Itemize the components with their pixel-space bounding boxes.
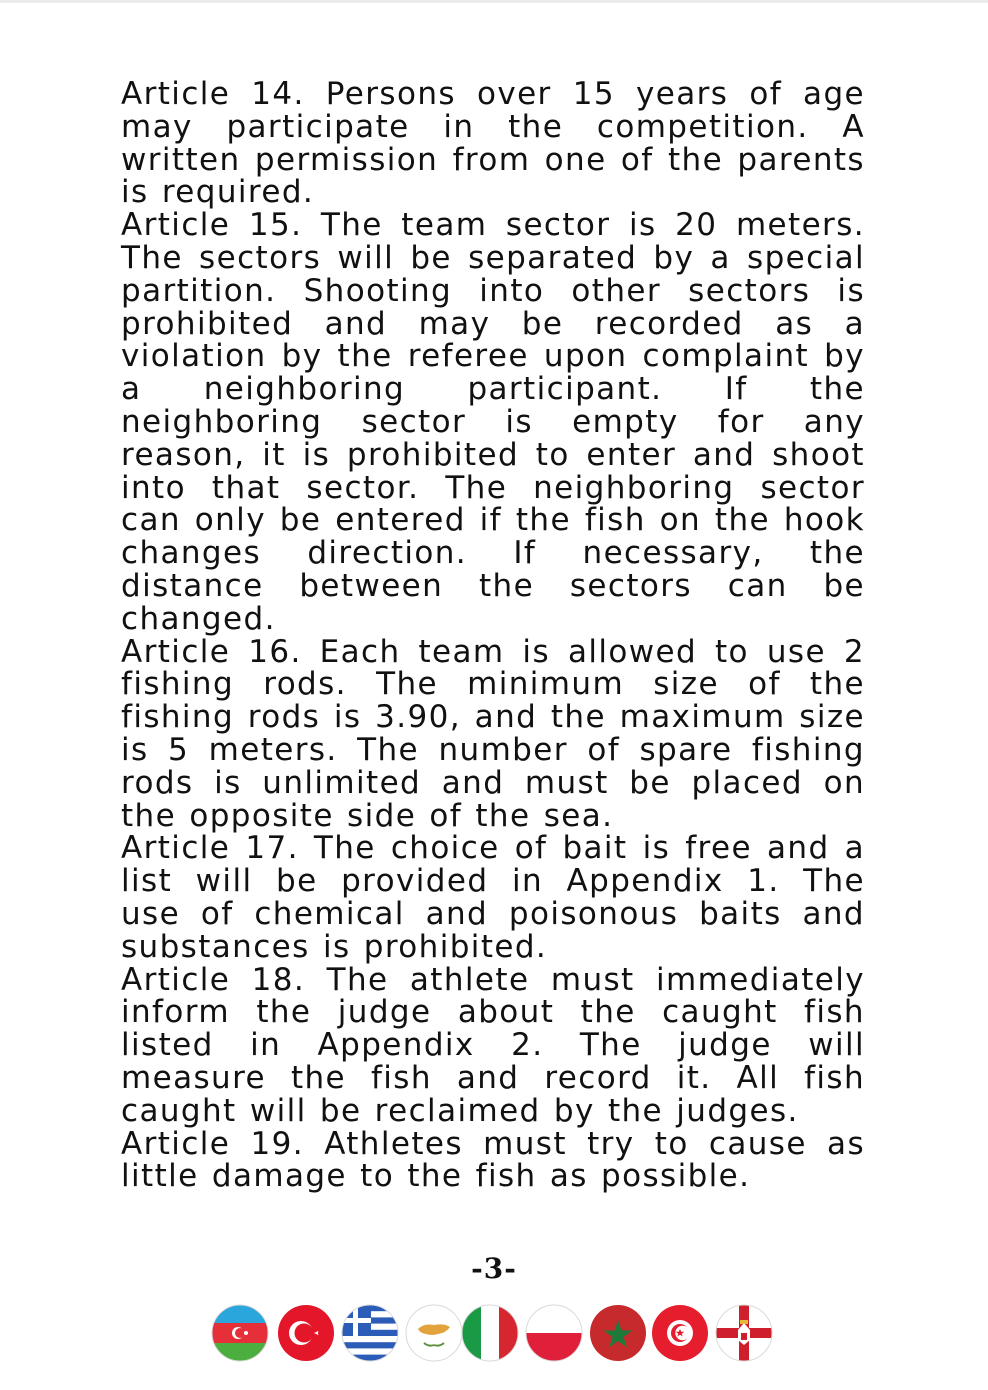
azerbaijan-flag-icon (210, 1303, 270, 1363)
northern-ireland-flag-icon (714, 1303, 774, 1363)
flag-row (210, 1303, 780, 1367)
cyprus-flag-icon (404, 1303, 464, 1363)
top-divider (0, 0, 988, 3)
article-15: Article 15. The team sector is 20 meters. The sectors will be separated by a special partition. Shooting into other sectors is prohibited and may be recorded as a violation by the referee upon complaint by a neighboring participant. If the neighboring sector is empty for any reason, it is prohibited to enter and shoot into that sector. The neighboring sector can only be entered if the fish on the hook changes direction. If necessary, the distance between the sectors can be changed. (121, 207, 865, 637)
tunisia-flag-icon (650, 1303, 710, 1363)
article-16: Article 16. Each team is allowed to use 2 fishing rods. The minimum size of the fishing rods is 3.90, and the maximum size is 5 meters. The number of spare fishing rods is unlimited and must be placed on the opposite side of the sea. (121, 633, 865, 834)
morocco-flag-icon (588, 1303, 648, 1363)
turkey-flag-icon (276, 1303, 336, 1363)
article-19: Article 19. Athletes must try to cause as little damage to the fish as possible. (121, 1125, 865, 1195)
article-18: Article 18. The athlete must immediately inform the judge about the caught fish listed in Appendix 2. The judge will measure the fish and record it. All fish caught will be reclaimed by the judges. (121, 961, 865, 1129)
greece-flag-icon (340, 1303, 400, 1363)
article-17: Article 17. The choice of bait is free and a list will be provided in Appendix 1. The use of chemical and poisonous baits and substances is prohibited. (121, 830, 865, 965)
italy-flag-icon (460, 1303, 520, 1363)
article-14: Article 14. Persons over 15 years of age may participate in the competition. A written permission from one of the parents is required. (121, 76, 865, 211)
poland-flag-icon (524, 1303, 584, 1363)
article-body (121, 78, 865, 1193)
page-number: -3- (471, 1252, 517, 1285)
